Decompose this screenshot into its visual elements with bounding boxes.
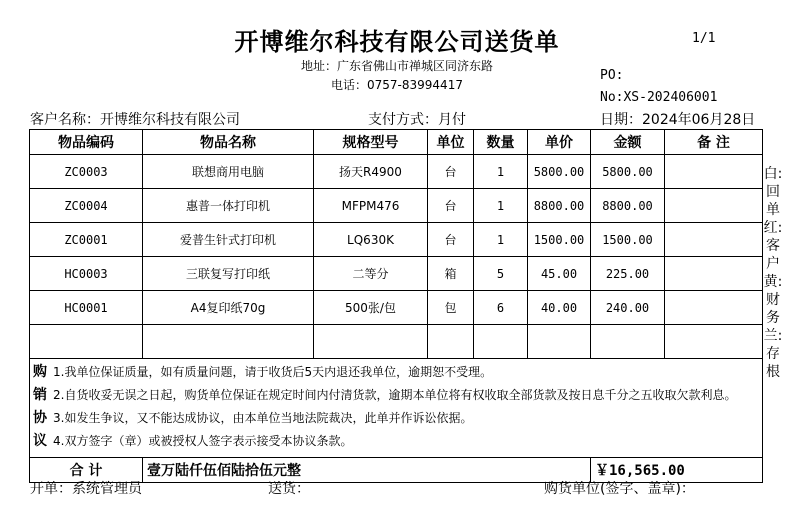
table-row bbox=[30, 223, 763, 257]
col-header-price: 单价 bbox=[528, 130, 591, 155]
item-qty: 1 bbox=[474, 189, 528, 223]
item-qty bbox=[474, 325, 528, 359]
item-spec: 扬天R4900 bbox=[314, 155, 428, 189]
issuer: 开单：系统管理员 bbox=[30, 481, 142, 497]
col-header-spec: 规格型号 bbox=[314, 130, 428, 155]
customer-name: 客户名称：开博维尔科技有限公司 bbox=[30, 112, 240, 128]
total-amount: ￥16,565.00 bbox=[591, 458, 763, 483]
term-head: 购 bbox=[33, 364, 47, 380]
deliverer: 送货： bbox=[268, 481, 310, 497]
table-row bbox=[30, 189, 763, 223]
item-qty: 1 bbox=[474, 155, 528, 189]
copy-distribution-note: 白:回单 红:客户 黄:财务 兰:存根 bbox=[763, 166, 783, 380]
item-spec bbox=[314, 325, 428, 359]
total-label: 合 计 bbox=[30, 458, 143, 483]
item-remark bbox=[665, 325, 763, 359]
col-header-code: 物品编码 bbox=[30, 130, 143, 155]
item-unit: 箱 bbox=[428, 257, 474, 291]
item-amount: 1500.00 bbox=[591, 223, 665, 257]
document-title: 开博维尔科技有限公司送货单 bbox=[234, 27, 560, 56]
item-unit bbox=[428, 325, 474, 359]
item-spec: MFPM476 bbox=[314, 189, 428, 223]
term-line bbox=[33, 407, 759, 430]
item-code bbox=[30, 325, 143, 359]
item-name: A4复印纸70g bbox=[143, 291, 314, 325]
item-code: ZC0004 bbox=[30, 189, 143, 223]
company-phone: 电话：0757-83994417 bbox=[331, 78, 463, 92]
term-line bbox=[33, 384, 759, 407]
item-amount: 8800.00 bbox=[591, 189, 665, 223]
term-line bbox=[33, 430, 759, 453]
table-row bbox=[30, 325, 763, 359]
item-code: ZC0001 bbox=[30, 223, 143, 257]
item-price: 1500.00 bbox=[528, 223, 591, 257]
item-unit: 包 bbox=[428, 291, 474, 325]
table-row bbox=[30, 291, 763, 325]
col-header-name: 物品名称 bbox=[143, 130, 314, 155]
item-name: 惠普一体打印机 bbox=[143, 189, 314, 223]
col-header-qty: 数量 bbox=[474, 130, 528, 155]
order-number: No:XS-202406001 bbox=[600, 90, 718, 105]
item-amount: 225.00 bbox=[591, 257, 665, 291]
delivery-date: 日期：2024年06月28日 bbox=[600, 112, 756, 128]
total-in-words: 壹万陆仟伍佰陆拾伍元整 bbox=[143, 458, 591, 483]
term-text: 3.如发生争议，又不能达成协议，由本单位当地法院裁决，此单并作诉讼依据。 bbox=[53, 411, 473, 425]
items-table bbox=[29, 129, 763, 483]
item-price: 8800.00 bbox=[528, 189, 591, 223]
table-header-row bbox=[30, 130, 763, 155]
term-text: 2.自货收妥无误之日起，购货单位保证在规定时间内付清货款，逾期本单位将有权收取全部货款及按日息千分之五收取欠款利息。 bbox=[53, 388, 737, 402]
item-qty: 6 bbox=[474, 291, 528, 325]
term-head: 议 bbox=[33, 433, 47, 449]
item-amount bbox=[591, 325, 665, 359]
item-qty: 1 bbox=[474, 223, 528, 257]
item-price: 5800.00 bbox=[528, 155, 591, 189]
item-name: 爱普生针式打印机 bbox=[143, 223, 314, 257]
payment-method: 支付方式：月付 bbox=[368, 112, 466, 128]
item-spec: 500张/包 bbox=[314, 291, 428, 325]
item-remark bbox=[665, 155, 763, 189]
item-amount: 240.00 bbox=[591, 291, 665, 325]
col-header-amount: 金额 bbox=[591, 130, 665, 155]
col-header-remark: 备 注 bbox=[665, 130, 763, 155]
term-head: 销 bbox=[33, 387, 47, 403]
item-price: 40.00 bbox=[528, 291, 591, 325]
table-row bbox=[30, 257, 763, 291]
item-code: HC0001 bbox=[30, 291, 143, 325]
item-unit: 台 bbox=[428, 189, 474, 223]
table-row bbox=[30, 155, 763, 189]
item-unit: 台 bbox=[428, 155, 474, 189]
item-spec: 二等分 bbox=[314, 257, 428, 291]
term-line bbox=[33, 361, 759, 384]
term-head: 协 bbox=[33, 410, 47, 426]
term-text: 1.我单位保证质量，如有质量问题，请于收货后5天内退还我单位，逾期恕不受理。 bbox=[53, 365, 493, 379]
item-name: 三联复写打印纸 bbox=[143, 257, 314, 291]
item-amount: 5800.00 bbox=[591, 155, 665, 189]
item-qty: 5 bbox=[474, 257, 528, 291]
item-name bbox=[143, 325, 314, 359]
terms-row bbox=[30, 359, 763, 458]
item-remark bbox=[665, 257, 763, 291]
page-number: 1/1 bbox=[692, 31, 716, 46]
item-spec: LQ630K bbox=[314, 223, 428, 257]
item-price bbox=[528, 325, 591, 359]
item-remark bbox=[665, 189, 763, 223]
terms-cell bbox=[30, 359, 763, 458]
term-text: 4.双方签字（章）或被授权人签字表示接受本协议条款。 bbox=[53, 434, 353, 448]
company-address: 地址：广东省佛山市禅城区同济东路 bbox=[300, 59, 493, 73]
item-code: ZC0003 bbox=[30, 155, 143, 189]
item-price: 45.00 bbox=[528, 257, 591, 291]
buyer-signature: 购货单位(签字、盖章)： bbox=[544, 481, 695, 497]
item-code: HC0003 bbox=[30, 257, 143, 291]
item-remark bbox=[665, 291, 763, 325]
po-label: PO: bbox=[600, 68, 624, 83]
item-remark bbox=[665, 223, 763, 257]
col-header-unit: 单位 bbox=[428, 130, 474, 155]
item-unit: 台 bbox=[428, 223, 474, 257]
item-name: 联想商用电脑 bbox=[143, 155, 314, 189]
